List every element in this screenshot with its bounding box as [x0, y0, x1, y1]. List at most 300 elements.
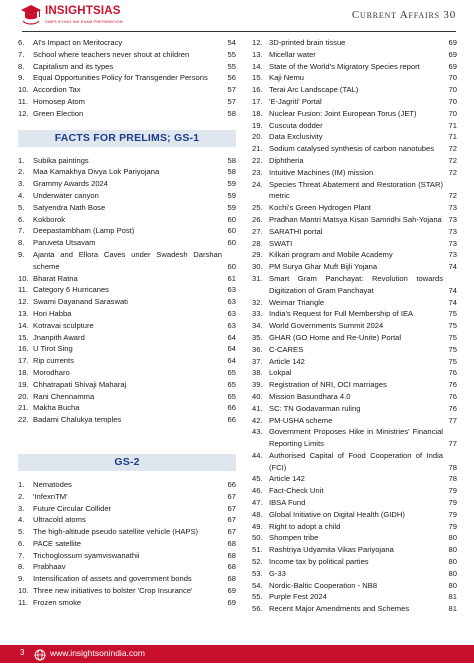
entry-number: 13.	[18, 308, 29, 318]
entry-title: Article 142	[269, 474, 305, 484]
entry-title: Capitalism and its types	[33, 61, 114, 71]
entry-number: 8.	[18, 61, 25, 71]
toc-entry[interactable]	[252, 61, 457, 73]
entry-number: 18.	[252, 108, 263, 118]
toc-entry[interactable]	[252, 155, 457, 167]
entry-page-number: 80	[448, 580, 457, 590]
entry-number: 11.	[18, 96, 28, 106]
toc-entry[interactable]	[252, 49, 457, 61]
entry-title: Equal Opportunities Policy for Transgender Persons	[33, 73, 208, 83]
toc-entry[interactable]	[252, 450, 457, 474]
toc-entry[interactable]	[18, 332, 236, 344]
entry-number: 40.	[252, 391, 263, 401]
entry-number: 9.	[18, 574, 25, 584]
entry-title: Grammy Awards 2024	[33, 179, 108, 189]
section-heading-gs2	[18, 454, 236, 471]
entry-page-number: 70	[448, 96, 457, 106]
entry-page-number: 70	[448, 73, 457, 83]
toc-entry[interactable]	[252, 344, 457, 356]
toc-entry[interactable]	[252, 238, 457, 250]
toc-entry[interactable]	[252, 415, 457, 427]
entry-number: 30.	[252, 262, 263, 272]
toc-entry[interactable]	[252, 367, 457, 379]
entry-title: Nordic-Baltic Cooperation - NB8	[269, 580, 378, 590]
entry-title: Deepastambham (Lamp Post)	[33, 226, 135, 236]
toc-entry[interactable]	[252, 131, 457, 143]
toc-entry[interactable]	[252, 273, 457, 297]
entry-title: 'InfexnTM'	[33, 491, 68, 501]
toc-entry[interactable]	[18, 585, 236, 597]
toc-entry[interactable]	[252, 120, 457, 132]
entry-number: 25.	[252, 203, 263, 213]
entry-title: Three new initiatives to bolster 'Crop Insurance'	[33, 586, 193, 596]
entry-number: 1.	[18, 155, 25, 165]
entry-page-number: 64	[227, 332, 236, 342]
brand-tagline: SIMPLIFYING IAS EXAM PREPARATION	[45, 18, 123, 24]
entry-page-number: 77	[448, 415, 457, 425]
entry-number: 50.	[252, 533, 263, 543]
entry-title: 'E-Jagriti' Portal	[269, 96, 322, 106]
entry-title: Global Initiative on Digital Health (GIDH)	[269, 509, 405, 519]
entry-number: 3.	[18, 179, 25, 189]
page-footer	[0, 645, 474, 670]
entry-number: 37.	[252, 356, 263, 366]
entry-page-number: 63	[227, 285, 236, 295]
entry-number: 32.	[252, 297, 263, 307]
entry-page-number: 68	[227, 550, 236, 560]
entry-title: Frozen smoke	[33, 597, 82, 607]
toc-entry[interactable]	[18, 61, 236, 73]
entry-number: 29.	[252, 250, 263, 260]
toc-entry[interactable]	[18, 155, 236, 167]
toc-entry[interactable]	[252, 143, 457, 155]
entry-page-number: 79	[448, 486, 457, 496]
entry-number: 6.	[18, 214, 25, 224]
entry-number: 46.	[252, 486, 263, 496]
entry-page-number: 65	[227, 367, 236, 377]
entry-page-number: 72	[448, 191, 457, 201]
entry-page-number: 67	[227, 515, 236, 525]
toc-entry[interactable]	[18, 190, 236, 202]
entry-page-number: 69	[448, 49, 457, 59]
toc-right-column	[252, 37, 457, 615]
toc-entry[interactable]	[18, 49, 236, 61]
entry-page-number: 59	[227, 190, 236, 200]
toc-entry[interactable]	[252, 37, 457, 49]
entry-page-number: 69	[227, 597, 236, 607]
toc-entry[interactable]	[18, 96, 236, 108]
entry-page-number: 66	[227, 479, 236, 489]
entry-number: 9.	[18, 73, 25, 83]
entry-title: Registration of NRI, OCI marriages	[269, 380, 387, 390]
entry-number: 55.	[252, 592, 263, 602]
entry-title: Subika paintings	[33, 155, 89, 165]
entry-number: 20.	[252, 132, 263, 142]
entry-title: Micellar water	[269, 49, 316, 59]
toc-list-gs2-continued	[252, 37, 457, 615]
entry-number: 15.	[18, 332, 29, 342]
entry-title: SC: TN Godavarman ruling	[269, 403, 361, 413]
brand-logo	[20, 4, 123, 26]
entry-page-number: 75	[448, 356, 457, 366]
entry-number: 26.	[252, 214, 263, 224]
website-link[interactable]: www.insightsonindia.com	[50, 648, 145, 658]
toc-entry[interactable]	[18, 561, 236, 573]
entry-page-number: 75	[448, 321, 457, 331]
toc-entry[interactable]	[18, 343, 236, 355]
entry-number: 14.	[252, 61, 263, 71]
entry-number: 7.	[18, 49, 25, 59]
toc-entry[interactable]	[252, 473, 457, 485]
entry-number: 56.	[252, 604, 263, 614]
toc-entry[interactable]	[18, 526, 236, 538]
entry-page-number: 79	[448, 509, 457, 519]
entry-title: Nuclear Fusion: Joint European Torus (JET)	[269, 108, 417, 118]
entry-page-number: 80	[448, 557, 457, 567]
entry-title: Authorised Capital of Food Cooperation of India (FCI)	[269, 450, 443, 472]
page-number: 3	[20, 648, 25, 657]
toc-entry[interactable]	[252, 403, 457, 415]
entry-title: GHAR (GO Home and Re-Unite) Portal	[269, 332, 402, 342]
entry-number: 17.	[252, 96, 263, 106]
entry-title: Pradhan Mantri Matsya Kisan Samridhi Sah-Yojana	[269, 214, 442, 224]
entry-number: 10.	[18, 273, 29, 283]
entry-title: Homosep Atom	[33, 96, 85, 106]
toc-entry[interactable]	[18, 391, 236, 403]
toc-entry[interactable]	[252, 261, 457, 273]
toc-entry[interactable]	[252, 226, 457, 238]
toc-entry[interactable]	[252, 521, 457, 533]
entry-page-number: 68	[227, 538, 236, 548]
entry-title: State of the World's Migratory Species report	[269, 61, 420, 71]
toc-entry[interactable]	[252, 108, 457, 120]
toc-entry[interactable]	[18, 273, 236, 285]
entry-title: Mission Basundhara 4.0	[269, 391, 351, 401]
entry-number: 18.	[18, 367, 29, 377]
toc-entry[interactable]	[18, 214, 236, 226]
entry-number: 33.	[252, 309, 263, 319]
entry-page-number: 74	[448, 262, 457, 272]
toc-entry[interactable]	[18, 355, 236, 367]
entry-title: Rani Chennamma	[33, 391, 95, 401]
toc-entry[interactable]	[252, 167, 457, 179]
entry-number: 6.	[18, 538, 25, 548]
entry-title: Maa Kamakhya Divya Lok Pariyojana	[33, 167, 160, 177]
toc-entry[interactable]	[18, 573, 236, 585]
entry-title: AI's Impact on Meritocracy	[33, 38, 123, 47]
page-title: Current Affairs 30	[351, 9, 456, 21]
entry-number: 35.	[252, 332, 263, 342]
entry-title: School where teachers never shout at children	[33, 49, 190, 59]
entry-title: India's Request for Full Membership of IEA	[269, 309, 414, 319]
entry-number: 42.	[252, 415, 263, 425]
section-title: GS-2	[114, 456, 140, 469]
entry-number: 11.	[18, 285, 28, 295]
toc-entry[interactable]	[252, 556, 457, 568]
entry-title: SARATHI portal	[269, 226, 323, 236]
entry-title: Kilkari program and Mobile Academy	[269, 250, 393, 260]
toc-entry[interactable]	[18, 237, 236, 249]
entry-page-number: 70	[448, 85, 457, 95]
entry-title: World Governments Summit 2024	[269, 321, 384, 331]
toc-entry[interactable]	[252, 580, 457, 592]
entry-number: 28.	[252, 238, 263, 248]
toc-entry[interactable]	[18, 379, 236, 391]
entry-number: 31.	[252, 273, 263, 283]
entry-number: 34.	[252, 321, 263, 331]
entry-title: Badami Chalukya temples	[33, 415, 122, 425]
toc-entry[interactable]	[252, 391, 457, 403]
entry-page-number: 80	[448, 545, 457, 555]
entry-title: Bharat Ratna	[33, 273, 78, 283]
entry-page-number: 72	[448, 155, 457, 165]
toc-entry[interactable]	[18, 514, 236, 526]
entry-page-number: 75	[448, 309, 457, 319]
entry-number: 14.	[18, 320, 29, 330]
entry-number: 2.	[18, 167, 25, 177]
entry-number: 7.	[18, 226, 25, 236]
toc-entry[interactable]	[252, 308, 457, 320]
entry-title: Government Proposes Hike in Ministries' Financial Reporting Limits	[269, 427, 443, 449]
toc-entry[interactable]	[252, 320, 457, 332]
entry-number: 39.	[252, 380, 263, 390]
entry-number: 45.	[252, 474, 263, 484]
entry-page-number: 70	[448, 108, 457, 118]
toc-entry[interactable]	[18, 249, 236, 273]
graduate-icon	[20, 4, 42, 26]
entry-number: 5.	[18, 202, 25, 212]
toc-list-continued	[18, 37, 236, 120]
entry-title: Sodium catalysed synthesis of carbon nanotubes	[269, 144, 435, 154]
entry-page-number: 59	[227, 202, 236, 212]
entry-page-number: 81	[448, 604, 457, 614]
entry-page-number: 60	[227, 226, 236, 236]
toc-entry[interactable]	[252, 544, 457, 556]
entry-title: SWATI	[269, 238, 293, 248]
toc-entry[interactable]	[252, 202, 457, 214]
entry-title: PM Surya Ghar Muft Bijli Yojana	[269, 262, 378, 272]
entry-page-number: 69	[227, 586, 236, 596]
entry-number: 4.	[18, 190, 25, 200]
entry-title: Kaji Nemu	[269, 73, 305, 83]
entry-page-number: 73	[448, 226, 457, 236]
toc-entry[interactable]	[18, 597, 236, 609]
entry-number: 53.	[252, 568, 263, 578]
toc-entry[interactable]	[252, 179, 457, 203]
entry-title: Rashtriya Udyamita Vikas Pariyojana	[269, 545, 394, 555]
entry-page-number: 56	[227, 73, 236, 83]
entry-number: 8.	[18, 238, 25, 248]
toc-entry[interactable]	[252, 497, 457, 509]
entry-number: 21.	[18, 403, 29, 413]
toc-entry[interactable]	[252, 249, 457, 261]
entry-page-number: 65	[227, 379, 236, 389]
entry-title: Intensification of assets and government bonds	[33, 574, 192, 584]
entry-title: Future Circular Collider	[33, 503, 112, 513]
entry-title: Green Election	[33, 108, 84, 118]
entry-number: 21.	[252, 144, 263, 154]
entry-page-number: 67	[227, 491, 236, 501]
toc-entry[interactable]	[18, 367, 236, 379]
entry-page-number: 80	[448, 568, 457, 578]
toc-entry[interactable]	[18, 308, 236, 320]
entry-page-number: 63	[227, 320, 236, 330]
entry-title: PACE satellite	[33, 538, 81, 548]
toc-entry[interactable]	[18, 491, 236, 503]
toc-entry[interactable]	[18, 284, 236, 296]
entry-page-number: 60	[227, 238, 236, 248]
entry-number: 6.	[18, 38, 25, 47]
toc-entry[interactable]	[252, 297, 457, 309]
entry-title: Chhatrapati Shivaji Maharaj	[33, 379, 127, 389]
entry-number: 22.	[252, 155, 263, 165]
entry-number: 8.	[18, 562, 25, 572]
entry-page-number: 68	[227, 574, 236, 584]
entry-page-number: 71	[448, 120, 457, 130]
toc-entry[interactable]	[252, 214, 457, 226]
section-title: FACTS FOR PRELIMS; GS-1	[54, 132, 200, 145]
toc-entry[interactable]	[252, 591, 457, 603]
toc-entry[interactable]	[18, 414, 236, 426]
entry-title: IBSA Fund	[269, 498, 306, 508]
section-heading-prelims	[18, 130, 236, 147]
toc-entry[interactable]	[18, 402, 236, 414]
entry-page-number: 64	[227, 344, 236, 354]
entry-title: Cuscuta dodder	[269, 120, 323, 130]
entry-page-number: 81	[448, 592, 457, 602]
toc-entry[interactable]	[18, 479, 236, 491]
header-divider	[22, 31, 456, 32]
entry-title: The high-altitude pseudo satellite vehicle (HAPS)	[33, 527, 199, 537]
toc-entry[interactable]	[252, 356, 457, 368]
entry-title: Hori Habba	[33, 308, 72, 318]
entry-title: Diphtheria	[269, 155, 304, 165]
entry-number: 9.	[18, 249, 25, 259]
toc-entry[interactable]	[18, 37, 236, 49]
entry-page-number: 78	[448, 474, 457, 484]
entry-number: 4.	[18, 515, 25, 525]
entry-number: 27.	[252, 226, 263, 236]
toc-entry[interactable]	[18, 84, 236, 96]
entry-page-number: 67	[227, 503, 236, 513]
toc-list-gs2	[18, 479, 236, 609]
toc-entry[interactable]	[252, 603, 457, 615]
entry-title: PM-USHA scheme	[269, 415, 333, 425]
entry-title: Morodharo	[33, 367, 70, 377]
entry-title: Swami Dayanand Saraswati	[33, 297, 128, 307]
entry-page-number: 76	[448, 380, 457, 390]
entry-page-number: 55	[227, 49, 236, 59]
toc-entry[interactable]	[252, 485, 457, 497]
entry-page-number: 57	[227, 96, 236, 106]
entry-title: Jnanpith Award	[33, 332, 85, 342]
entry-page-number: 75	[448, 344, 457, 354]
entry-page-number: 61	[227, 273, 236, 283]
toc-entry[interactable]	[252, 72, 457, 84]
toc-entry[interactable]	[252, 426, 457, 450]
toc-entry[interactable]	[252, 332, 457, 344]
toc-entry[interactable]	[252, 509, 457, 521]
toc-entry[interactable]	[252, 379, 457, 391]
entry-title: Prabhaav	[33, 562, 66, 572]
entry-title: Purple Fest 2024	[269, 592, 327, 602]
toc-entry[interactable]	[252, 532, 457, 544]
entry-title: Nematodes	[33, 479, 72, 489]
toc-entry[interactable]	[18, 178, 236, 190]
entry-number: 17.	[18, 356, 29, 366]
toc-entry[interactable]	[252, 84, 457, 96]
entry-number: 41.	[252, 403, 263, 413]
entry-number: 11.	[18, 597, 28, 607]
entry-title: Satyendra Nath Bose	[33, 202, 106, 212]
entry-page-number: 74	[448, 285, 457, 295]
toc-entry[interactable]	[18, 538, 236, 550]
toc-entry[interactable]	[18, 550, 236, 562]
entry-page-number: 57	[227, 85, 236, 95]
entry-page-number: 69	[448, 38, 457, 47]
toc-entry[interactable]	[18, 503, 236, 515]
entry-page-number: 67	[227, 527, 236, 537]
entry-title: C-CARES	[269, 344, 304, 354]
entry-page-number: 75	[448, 332, 457, 342]
toc-entry[interactable]	[18, 108, 236, 120]
entry-page-number: 69	[448, 61, 457, 71]
entry-page-number: 64	[227, 356, 236, 366]
toc-entry[interactable]	[18, 202, 236, 214]
toc-entry[interactable]	[252, 568, 457, 580]
page-header	[0, 0, 474, 34]
entry-page-number: 66	[227, 403, 236, 413]
entry-page-number: 73	[448, 203, 457, 213]
entry-page-number: 79	[448, 498, 457, 508]
entry-number: 10.	[18, 85, 29, 95]
entry-page-number: 78	[448, 462, 457, 472]
toc-list-prelims	[18, 155, 236, 426]
entry-title: Smart Gram Panchayat: Revolution towards Digitization of Gram Panchayat	[269, 273, 443, 295]
toc-entry[interactable]	[18, 166, 236, 178]
entry-title: Category 6 Hurricanes	[33, 285, 109, 295]
entry-title: Species Threat Abatement and Restoration (STAR) metric	[269, 179, 443, 201]
toc-entry[interactable]	[18, 72, 236, 84]
entry-number: 38.	[252, 368, 263, 378]
entry-page-number: 77	[448, 439, 457, 449]
entry-page-number: 65	[227, 391, 236, 401]
entry-number: 51.	[252, 545, 263, 555]
entry-page-number: 54	[227, 38, 236, 47]
toc-entry[interactable]	[18, 296, 236, 308]
entry-number: 24.	[252, 179, 263, 189]
entry-title: Ajanta and Ellora Caves under Swadesh Darshan scheme	[33, 249, 222, 271]
entry-title: Weimar Triangle	[269, 297, 325, 307]
entry-title: Right to adopt a child	[269, 521, 341, 531]
toc-entry[interactable]	[18, 320, 236, 332]
entry-page-number: 66	[227, 415, 236, 425]
entry-title: Kotravai sculpture	[33, 320, 94, 330]
entry-page-number: 58	[227, 155, 236, 165]
entry-title: Kochi's Green Hydrogen Plant	[269, 203, 371, 213]
toc-entry[interactable]	[252, 96, 457, 108]
toc-entry[interactable]	[18, 225, 236, 237]
entry-number: 3.	[18, 503, 25, 513]
entry-page-number: 63	[227, 308, 236, 318]
entry-number: 52.	[252, 557, 263, 567]
entry-number: 13.	[252, 49, 263, 59]
toc-left-column	[18, 37, 236, 609]
entry-page-number: 72	[448, 144, 457, 154]
entry-number: 44.	[252, 450, 263, 460]
entry-page-number: 73	[448, 238, 457, 248]
entry-number: 7.	[18, 550, 25, 560]
